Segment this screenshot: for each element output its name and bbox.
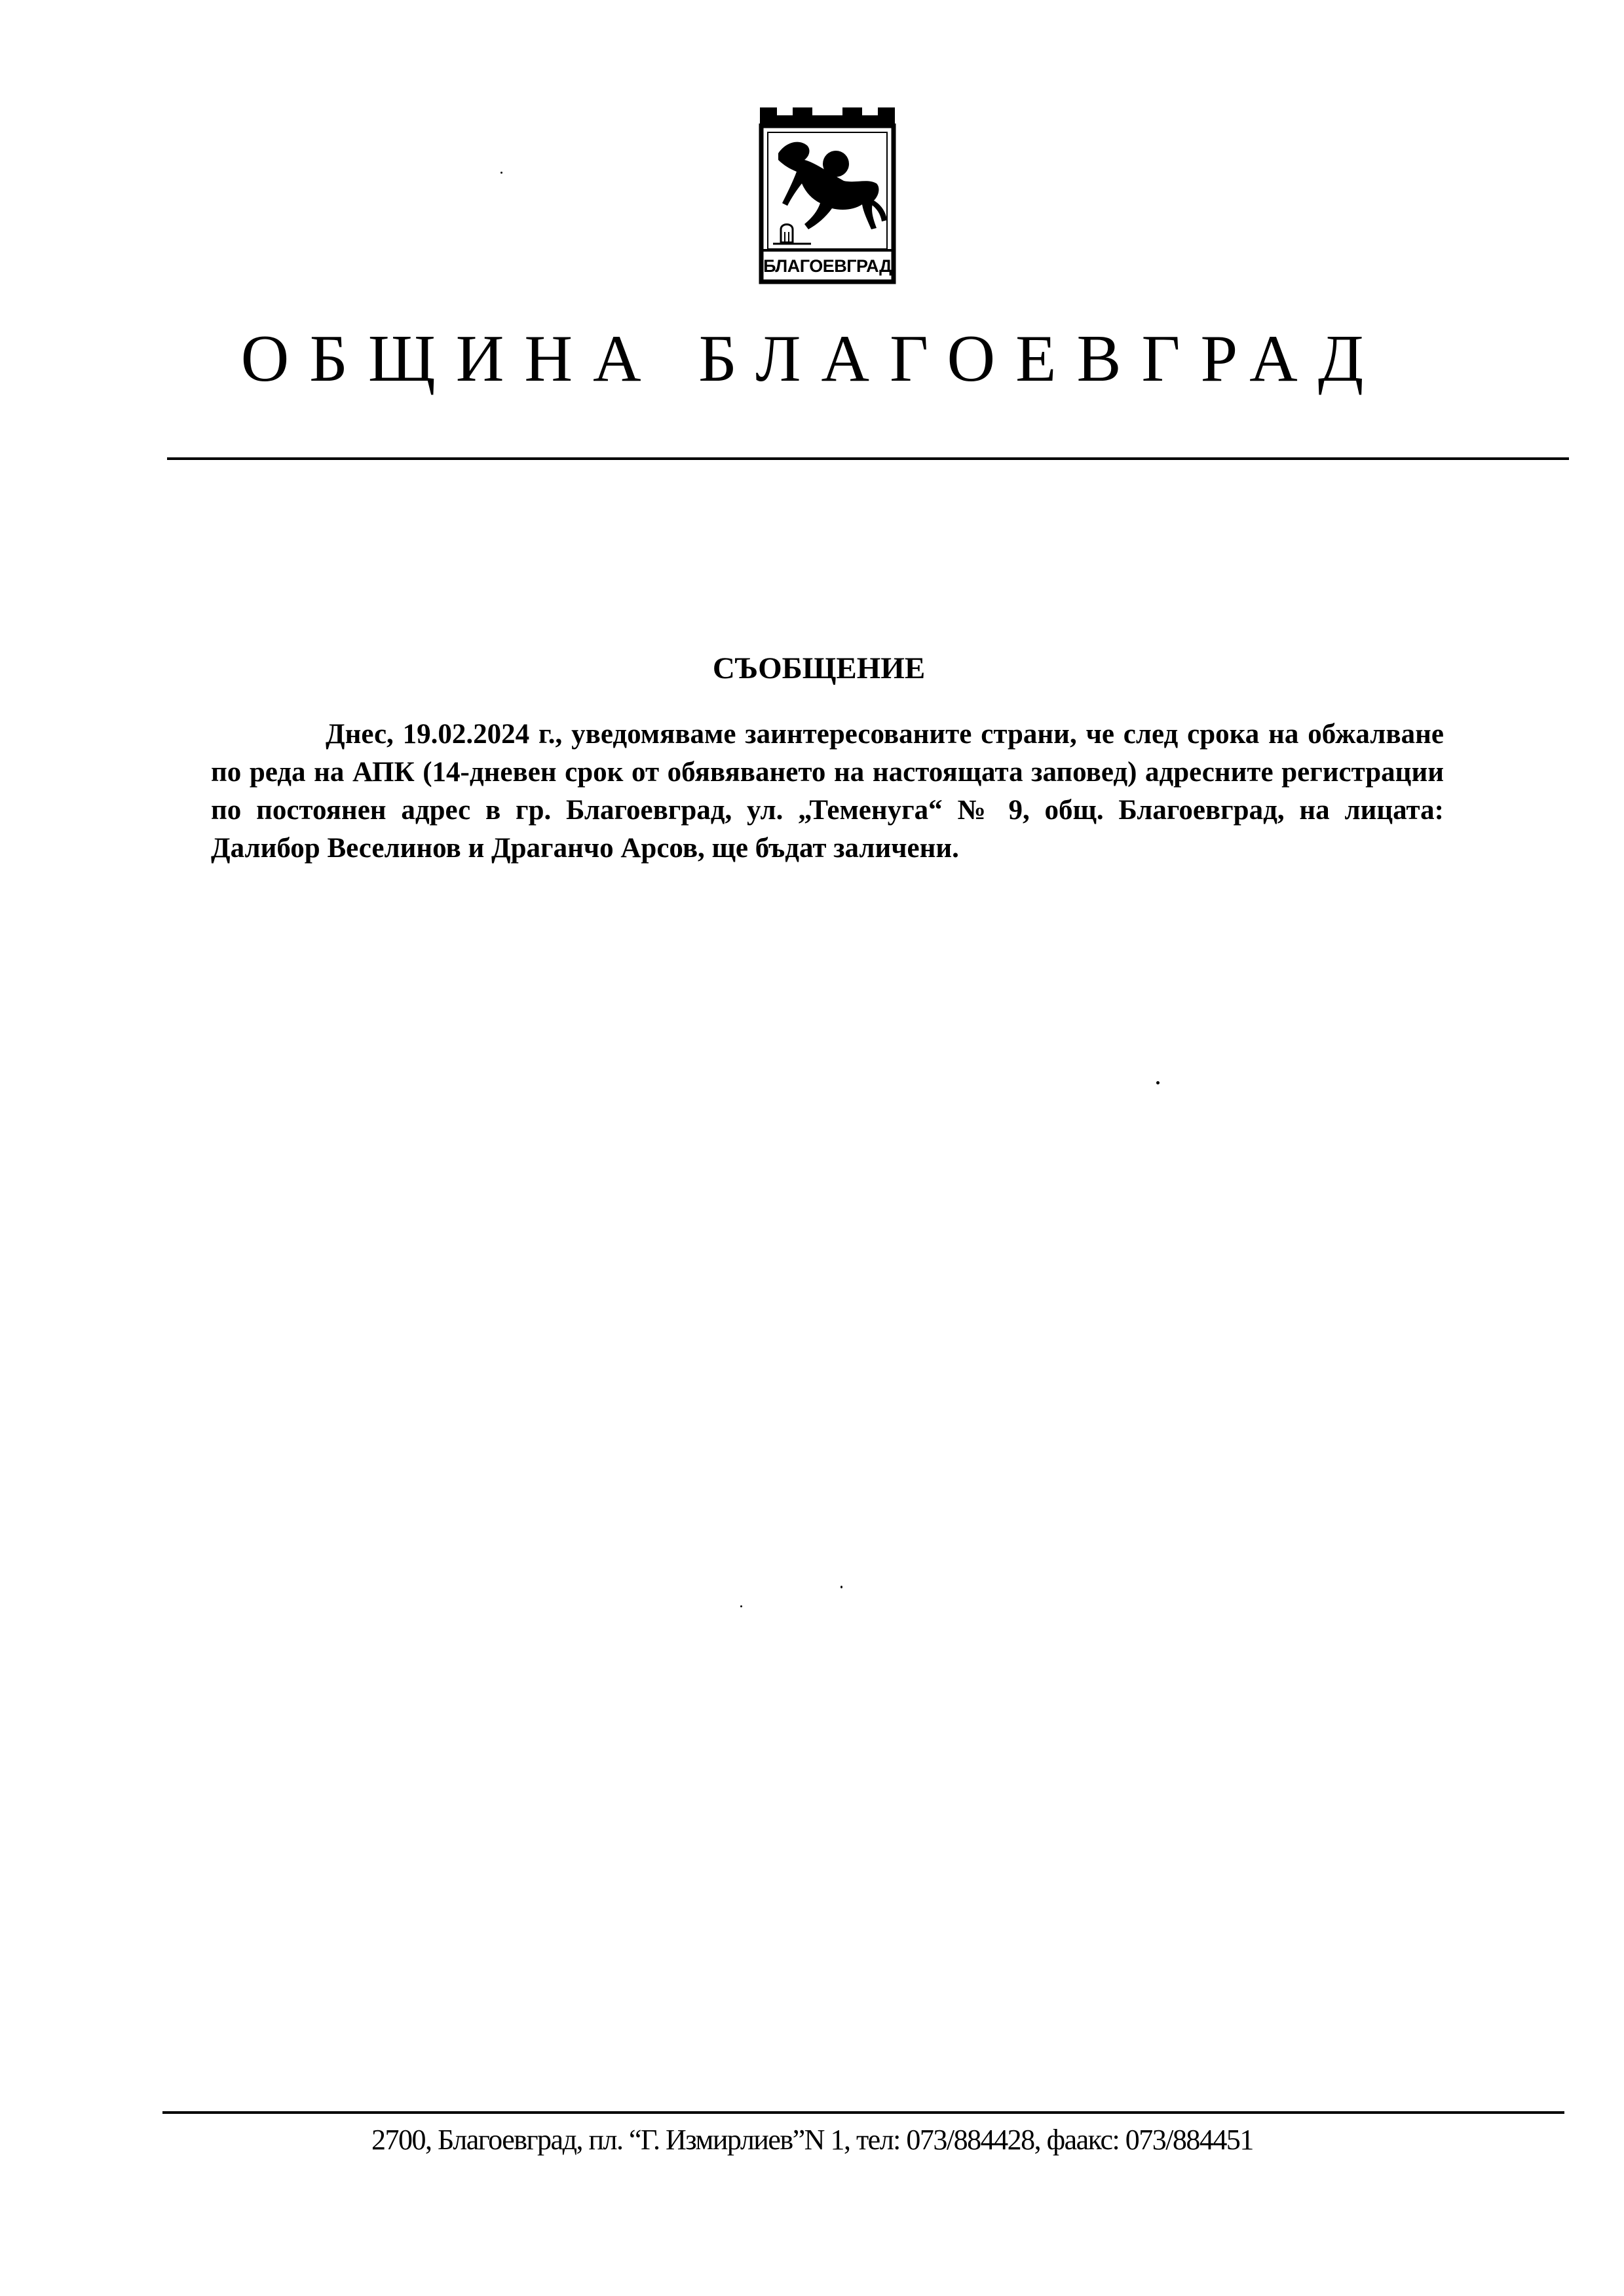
notice-body: Днес, 19.02.2024 г., уведомяваме заинтересованите страни, че след срока на обжалване по реда на АПК (14-дневен срок от обявяването на настоящата заповед) адресните регистрации по постоянен адрес в гр. Благоевград, ул. „Теменуга“ № 9, общ. Благоевград, на лицата: Далибор Веселинов и Драганчо Арсов, ще бъдат заличени. [211,719,1444,864]
footer-address: 2700, Благоевград, пл. “Г. Измирлиев”N 1, тел: 073/884428, фаакс: 073/884451 [371,2124,1253,2156]
scan-speck [500,172,502,174]
scan-speck [840,1586,842,1588]
scan-speck [1156,1081,1160,1084]
footer-divider [162,2111,1564,2114]
notice-title: СЪОБЩЕНИЕ [712,651,926,685]
organization-title: ОБЩИНА БЛАГОЕВГРАД [240,322,1384,396]
coat-of-arms-label: БЛАГОЕВГРАД [763,256,892,276]
scan-speck [740,1605,742,1607]
header-divider [167,457,1569,460]
